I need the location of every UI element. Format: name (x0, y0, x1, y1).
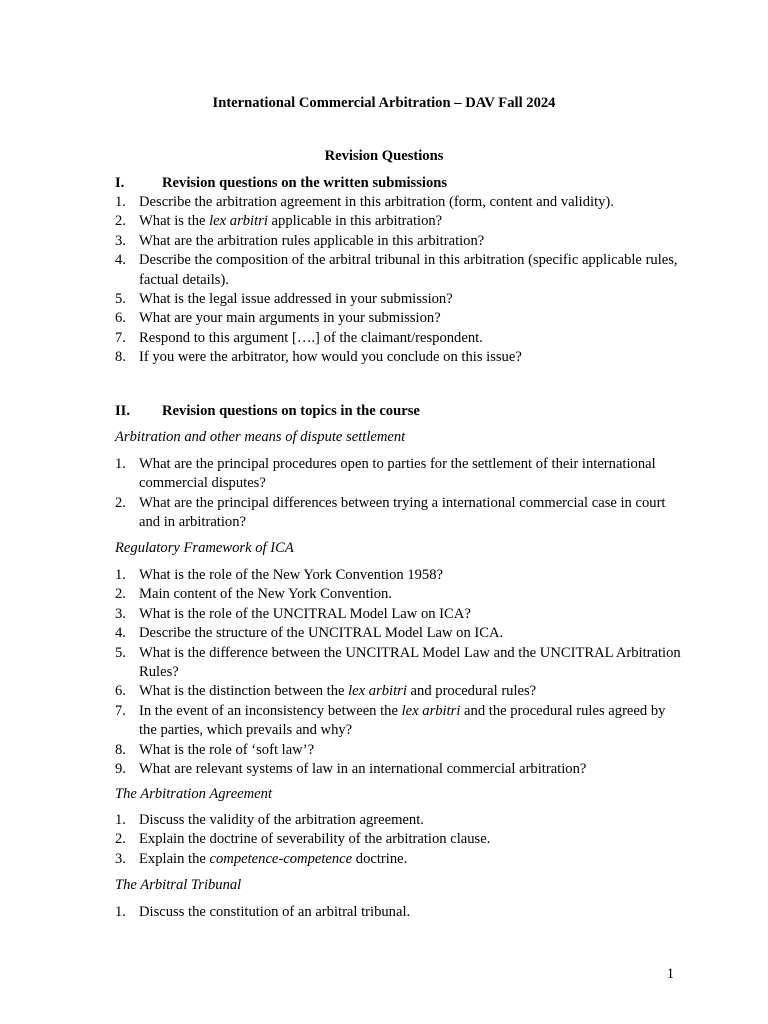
question-item (115, 348, 685, 367)
question-number: 7. (115, 702, 126, 719)
question-number: 8. (115, 741, 126, 758)
question-list (115, 566, 685, 779)
question-number: 1. (115, 567, 126, 583)
question-item (115, 232, 685, 251)
italic-term: lex arbitri (209, 213, 268, 230)
question-item (115, 702, 685, 741)
question-text-part: and the procedural rules agreed by the parties, which prevails and why? (139, 702, 666, 739)
section-number: I. (115, 175, 125, 191)
question-item (115, 760, 685, 779)
question-text: What is the legal issue addressed in your submission? (139, 291, 453, 308)
question-text (139, 683, 536, 699)
section-heading-text: Revision questions on topics in the course (162, 403, 420, 419)
question-text: What are the principal differences between trying a international commercial case in court and in arbitration? (139, 494, 666, 531)
question-text: What are relevant systems of law in an international commercial arbitration? (139, 761, 587, 778)
question-text-part: In the event of an inconsistency between the (139, 702, 402, 719)
section-number: II. (115, 403, 131, 419)
question-text-part: and procedural rules? (406, 683, 537, 700)
question-item (115, 251, 685, 290)
question-list (115, 811, 685, 869)
question-text: What are your main arguments in your submission? (139, 310, 441, 327)
question-item (115, 682, 685, 701)
question-number: 9. (115, 761, 126, 778)
question-text: Describe the structure of the UNCITRAL Model Law on ICA. (139, 625, 504, 642)
question-number: 2. (115, 831, 126, 848)
question-text: What is the difference between the UNCITRAL Model Law and the UNCITRAL Arbitration Rules? (139, 644, 681, 681)
question-text: What is the role of the UNCITRAL Model Law on ICA? (139, 605, 471, 622)
question-text: Explain the doctrine of severability of the arbitration clause. (139, 831, 491, 848)
question-text (139, 851, 407, 867)
question-item (115, 455, 685, 494)
question-text: Discuss the validity of the arbitration agreement. (139, 812, 424, 828)
question-item (115, 585, 685, 604)
question-list (115, 455, 685, 533)
question-text: Main content of the New York Convention. (139, 586, 392, 603)
document-title: International Commercial Arbitration – DAV Fall 2024 (212, 95, 556, 111)
question-item (115, 850, 685, 869)
question-number: 6. (115, 683, 126, 700)
question-text: Respond to this argument [….] of the claimant/respondent. (139, 329, 483, 346)
question-number: 6. (115, 310, 126, 327)
question-text: What is the role of ‘soft law’? (139, 741, 315, 758)
question-text-part: What is the (139, 213, 210, 230)
question-item (115, 741, 685, 760)
question-text: Describe the arbitration agreement in this arbitration (form, content and validity). (139, 194, 614, 210)
section-heading-text: Revision questions on the written submissions (162, 175, 448, 191)
question-item (115, 309, 685, 328)
question-text-part: applicable in this arbitration? (267, 213, 443, 230)
question-number: 1. (115, 904, 126, 920)
question-number: 4. (115, 252, 126, 269)
question-item (115, 811, 685, 830)
question-item (115, 624, 685, 643)
topic-heading: Arbitration and other means of dispute settlement (115, 429, 406, 445)
question-item (115, 212, 685, 231)
question-text (139, 703, 665, 738)
question-list (115, 903, 685, 922)
question-number: 1. (115, 812, 126, 828)
italic-term: lex arbitri (348, 683, 407, 700)
question-number: 7. (115, 329, 126, 346)
question-number: 1. (115, 194, 126, 210)
question-number: 5. (115, 644, 126, 661)
document-subtitle: Revision Questions (324, 148, 444, 164)
section-heading-2 (115, 402, 420, 421)
page-number: 1 (666, 966, 674, 982)
question-item (115, 605, 685, 624)
question-item (115, 566, 685, 585)
question-number: 1. (115, 456, 126, 472)
question-text: If you were the arbitrator, how would you conclude on this issue? (139, 349, 522, 366)
question-item (115, 193, 685, 212)
question-item (115, 903, 685, 922)
italic-term: competence-competence (209, 850, 353, 867)
question-text: Discuss the constitution of an arbitral tribunal. (139, 904, 411, 920)
topic-heading: Regulatory Framework of ICA (115, 540, 294, 556)
topic-heading: The Arbitration Agreement (115, 786, 273, 802)
italic-term: lex arbitri (401, 702, 461, 719)
question-text (139, 213, 442, 229)
question-number: 2. (115, 213, 126, 230)
question-number: 2. (115, 494, 126, 511)
question-number: 4. (115, 625, 126, 642)
question-number: 2. (115, 586, 126, 603)
question-item (115, 494, 685, 533)
section-heading-1 (115, 174, 447, 193)
question-item (115, 830, 685, 849)
question-number: 8. (115, 349, 126, 366)
question-item (115, 290, 685, 309)
question-number: 3. (115, 232, 126, 249)
question-text: What are the arbitration rules applicable in this arbitration? (139, 232, 485, 249)
question-number: 3. (115, 605, 126, 622)
question-text: What are the principal procedures open to parties for the settlement of their international commercial disputes? (139, 456, 656, 492)
question-text-part: Explain the (139, 850, 210, 867)
question-number: 3. (115, 850, 126, 867)
question-list (115, 193, 685, 368)
question-item (115, 644, 685, 683)
question-text-part: What is the distinction between the (139, 683, 349, 700)
question-text: What is the role of the New York Convention 1958? (139, 567, 443, 583)
question-text: Describe the composition of the arbitral tribunal in this arbitration (specific applicable rules, factual details). (139, 252, 678, 288)
question-text-part: doctrine. (352, 850, 408, 867)
question-number: 5. (115, 291, 126, 308)
question-item (115, 329, 685, 348)
topic-heading: The Arbitral Tribunal (115, 877, 242, 893)
